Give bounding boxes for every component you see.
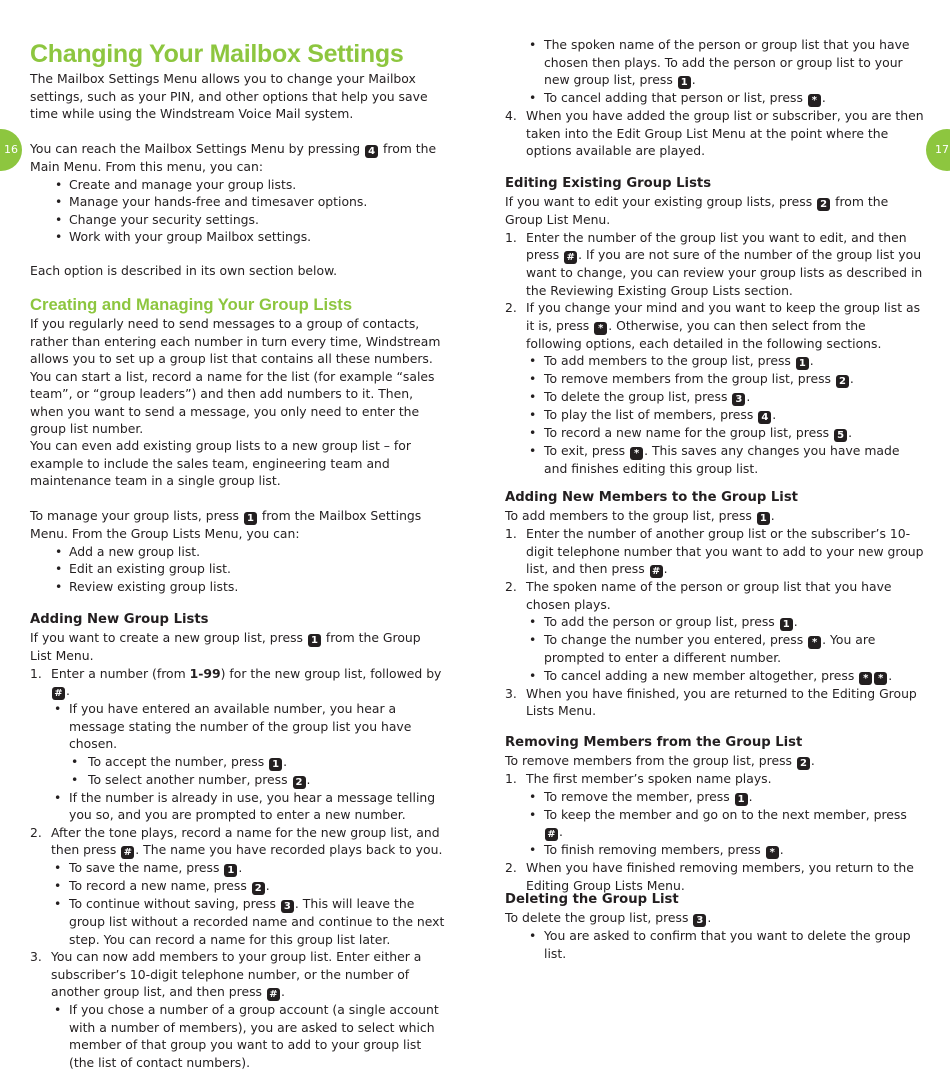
keypad-key-icon: 1 [244, 512, 257, 525]
adding-new-steps [30, 665, 450, 1071]
list-item: • Change your security settings. [30, 211, 450, 229]
keypad-key-icon: 2 [293, 776, 306, 789]
list-item: • To cancel adding a new member altogether, press * * . [526, 667, 925, 685]
list-item: • To accept the number, press 1 . [69, 753, 450, 771]
list-item: 3. You can now add members to your group list. Enter either a subscriber’s 10-digit telephone number, or the number of another group list, and then press # . • If you chose a number of a group account (a single account with a number of members), you are asked to select which member of that group you want to add to your group list (the list of contact numbers). [30, 948, 450, 1071]
keypad-key-icon: 1 [796, 357, 809, 370]
deleting-intro: To delete the group list, press 3 . [505, 909, 925, 927]
group-list-options [30, 543, 450, 596]
list-item: • To continue without saving, press 3 . This will leave the group list without a recorded name and continue to the next step. You can record a name for this group list later. [51, 895, 450, 948]
list-item: • To record a new name, press 2 . [51, 877, 450, 895]
list-item: 2. The spoken name of the person or group list that you have chosen plays. • To add the person or group list, press 1 . • To change the number you entered, press * . You are prompted to enter a different number. • To cancel adding a new member altogether, press * * . [505, 578, 925, 685]
list-item: 1. Enter the number of the group list you want to edit, and then press # . If you are not sure of the number of the group list you want to change, you can review your group lists as described in the Reviewing Existing Group Lists section. [505, 229, 925, 300]
keypad-key-icon: 2 [817, 198, 830, 211]
page-number-left: 16 [0, 129, 22, 171]
keypad-key-icon: * [766, 846, 779, 859]
adding-new-continued [505, 36, 925, 160]
keypad-key-icon: # [545, 828, 558, 841]
keypad-key-icon: # [267, 988, 280, 1001]
creating-paragraph-1: If you regularly need to send messages to a group of contacts, rather than entering each number in turn every time, Windstream allows you to set up a group list that contains all these numbers. You can start a list, record a name for the list (for example “sales team”, or “group leaders”) and then add numbers to it. Then, when you want to send a message, you only need to enter the group list number. [30, 315, 450, 438]
list-item: • You are asked to confirm that you want to delete the group list. [526, 927, 925, 962]
list-item: 1. Enter the number of another group list or the subscriber’s 10-digit telephone number that you want to add to your new group list, and then press # . [505, 525, 925, 578]
keypad-key-icon: # [52, 687, 65, 700]
list-item: • To remove members from the group list, press 2 . [526, 370, 925, 388]
subsection-heading: Deleting the Group List [505, 891, 925, 909]
list-item: • To save the name, press 1 . [51, 859, 450, 877]
list-item: 1. The first member’s spoken name plays. • To remove the member, press 1 . • To keep the member and go on to the next member, press # . • To finish removing members, press * . [505, 770, 925, 859]
list-item: 2. When you have finished removing members, you return to the Editing Group Lists Menu. [505, 859, 925, 894]
editing-intro: If you want to edit your existing group lists, press 2 from the Group List Menu. [505, 193, 925, 229]
subsection-heading: Editing Existing Group Lists [505, 175, 925, 193]
deleting-section [505, 891, 925, 962]
keypad-key-icon: 1 [308, 634, 321, 647]
list-item: 3. When you have finished, you are returned to the Editing Group Lists Menu. [505, 685, 925, 720]
keypad-key-icon: 1 [224, 864, 237, 877]
keypad-key-icon: 1 [269, 758, 282, 771]
menu-intro-block [30, 140, 450, 246]
section-heading: Creating and Managing Your Group Lists [30, 295, 450, 315]
list-item: • To exit, press * . This saves any changes you have made and finishes editing this group list. [526, 442, 925, 478]
list-item: 4. When you have added the group list or subscriber, you are then taken into the Edit Group List Menu at the point where the options available are played. [505, 107, 925, 160]
keypad-key-icon: 1 [678, 76, 691, 89]
creating-p3-block [30, 507, 450, 595]
keypad-key-icon: 1 [780, 618, 793, 631]
page-title: Changing Your Mailbox Settings [30, 39, 403, 69]
list-item: 2. After the tone plays, record a name for the new group list, and then press # . The name you have recorded plays back to you. • To save the name, press 1 . • To record a new name, press 2 . • To continue without saving, press 3 . This will leave the group list without a recorded name and continue to the next step. You can record a name for this group list later. [30, 824, 450, 949]
adding-new-intro: If you want to create a new group list, press 1 from the Group List Menu. [30, 629, 450, 665]
keypad-key-icon: # [121, 846, 134, 859]
keypad-key-icon: * [630, 447, 643, 460]
keypad-key-icon: 3 [732, 393, 745, 406]
list-item: • To record a new name for the group list, press 5 . [526, 424, 925, 442]
list-item: • To delete the group list, press 3 . [526, 388, 925, 406]
keypad-key-icon: 3 [693, 914, 706, 927]
adding-new-section [30, 611, 450, 1071]
keypad-key-icon: 2 [797, 757, 810, 770]
list-item: • Edit an existing group list. [30, 560, 450, 578]
list-item: • Review existing group lists. [30, 578, 450, 596]
list-item: • Create and manage your group lists. [30, 176, 450, 194]
list-item: 1. Enter a number (from 1-99) for the new group list, followed by # . • If you have entered an available number, you hear a message stating the number of the group list you have chosen. • To accept the number, press 1 . • To select another number, press 2 . • If the number is already in use, you hear a message telling you so, and you are prompted to enter a new number. [30, 665, 450, 824]
creating-section [30, 295, 450, 315]
keypad-key-icon: # [650, 565, 663, 578]
list-item: • To cancel adding that person or list, press * . [526, 89, 925, 107]
menu-options-list [30, 176, 450, 246]
keypad-key-icon: 1 [735, 793, 748, 806]
keypad-key-icon: 1 [757, 512, 770, 525]
list-item: • To add members to the group list, press 1 . [526, 352, 925, 370]
list-item: • Work with your group Mailbox settings. [30, 228, 450, 246]
creating-paragraph-2: You can even add existing group lists to a new group list – for example to include the sales team, engineering team and maintenance team in a single group list. [30, 437, 450, 490]
list-item: 2. If you change your mind and you want to keep the group list as it is, press * . Otherwise, you can then select from the following options, each detailed in the following sections. • To add members to the group list, press 1 . • To remove members from the group list, press 2 . • To delete the group list, press 3 . • To play the list of members, press 4 . • To record a new name for the group list, press 5 . • To exit, press * . This saves any changes you have made and finishes editing this group list. [505, 299, 925, 478]
each-option-paragraph: Each option is described in its own section below. [30, 262, 450, 280]
intro-paragraph: The Mailbox Settings Menu allows you to change your Mailbox settings, such as your PIN, and other options that help you save time while using the Windstream Voice Mail system. [30, 70, 450, 123]
keypad-key-icon: 3 [281, 900, 294, 913]
list-item: • To keep the member and go on to the next member, press # . [526, 806, 925, 842]
subsection-heading: Adding New Group Lists [30, 611, 450, 629]
list-item: • To remove the member, press 1 . [526, 788, 925, 806]
list-item: • To change the number you entered, press * . You are prompted to enter a different number. [526, 631, 925, 667]
intro-block [30, 70, 450, 123]
list-item: • If you have entered an available number, you hear a message stating the number of the group list you have chosen. • To accept the number, press 1 . • To select another number, press 2 . [51, 700, 450, 789]
keypad-key-icon: * [808, 94, 821, 107]
subsection-heading: Removing Members from the Group List [505, 734, 925, 752]
keypad-key-icon: 2 [836, 375, 849, 388]
each-option-block [30, 262, 450, 280]
list-item: • If the number is already in use, you hear a message telling you so, and you are prompted to enter a new number. [51, 789, 450, 824]
keypad-key-icon: * [874, 672, 887, 685]
reach-menu-paragraph: You can reach the Mailbox Settings Menu by pressing 4 from the Main Menu. From this menu, you can: [30, 140, 450, 176]
removing-section [505, 734, 925, 894]
keypad-key-icon: * [808, 636, 821, 649]
list-item: • To select another number, press 2 . [69, 771, 450, 789]
keypad-key-icon: 4 [365, 145, 378, 158]
keypad-key-icon: 4 [758, 411, 771, 424]
list-item: • Add a new group list. [30, 543, 450, 561]
keypad-key-icon: 2 [252, 882, 265, 895]
removing-intro: To remove members from the group list, press 2 . [505, 752, 925, 770]
list-item: • To play the list of members, press 4 . [526, 406, 925, 424]
creating-p2-block [30, 437, 450, 490]
list-item: • If you chose a number of a group account (a single account with a number of members), you are asked to select which member of that group you want to add to your group list (the list of contact numbers). [51, 1001, 450, 1071]
list-item: • Manage your hands-free and timesaver options. [30, 193, 450, 211]
adding-members-intro: To add members to the group list, press 1 . [505, 507, 925, 525]
list-item: • To add the person or group list, press 1 . [526, 613, 925, 631]
keypad-key-icon: 5 [834, 429, 847, 442]
page-number-right: 17 [926, 129, 950, 171]
subsection-heading: Adding New Members to the Group List [505, 489, 925, 507]
keypad-key-icon: # [564, 251, 577, 264]
keypad-key-icon: * [594, 322, 607, 335]
creating-paragraph-3: To manage your group lists, press 1 from the Mailbox Settings Menu. From the Group Lists Menu, you can: [30, 507, 450, 543]
list-item: • To finish removing members, press * . [526, 841, 925, 859]
list-item: • The spoken name of the person or group list that you have chosen then plays. To add the person or group list to your new group list, press 1 . [526, 36, 925, 89]
adding-members-section [505, 489, 925, 720]
creating-p1-block [30, 315, 450, 438]
keypad-key-icon: * [859, 672, 872, 685]
editing-section [505, 175, 925, 478]
